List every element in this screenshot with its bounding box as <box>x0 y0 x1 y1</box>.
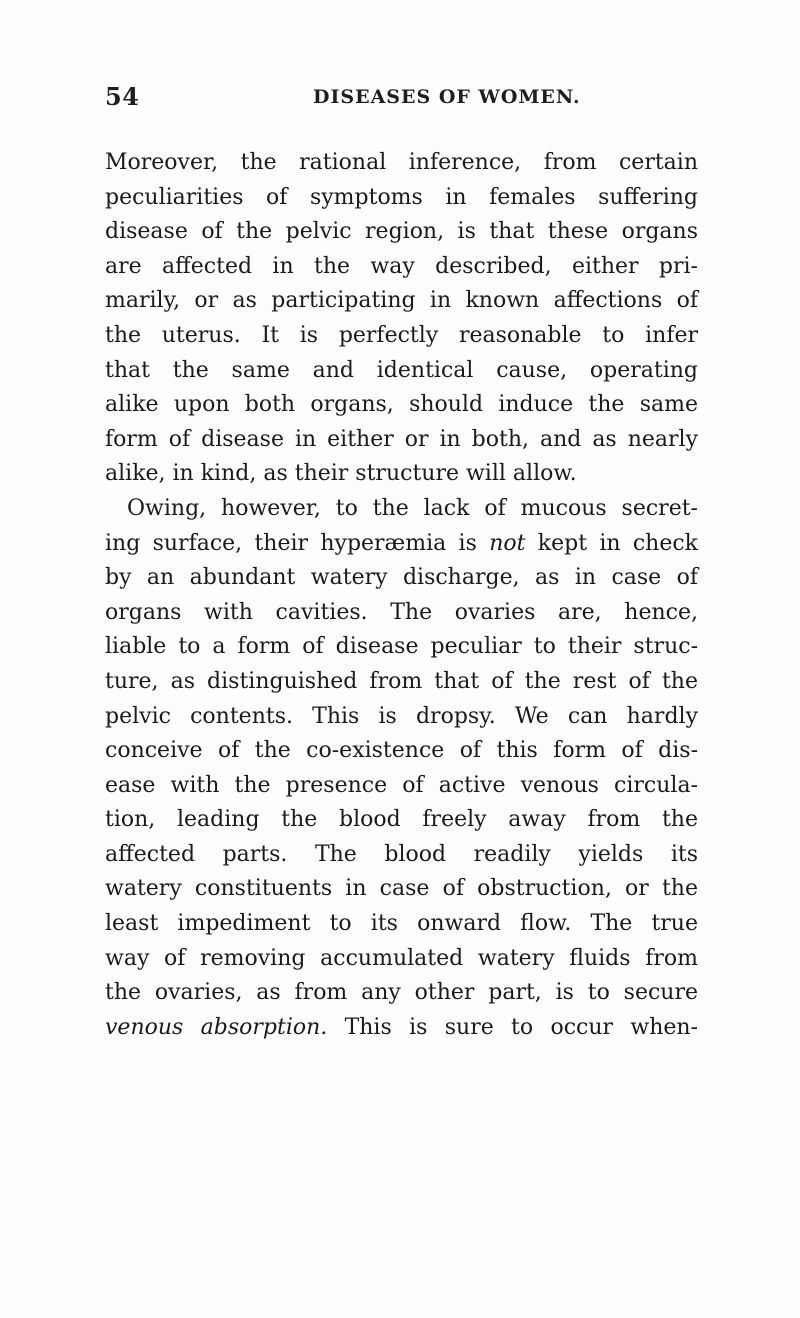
running-title: DISEASES OF WOMEN. <box>313 86 581 108</box>
italic-text: not <box>489 530 526 556</box>
text-line: disease of the pelvic region, is that these organs <box>105 219 698 245</box>
text-line: way of removing accumulated watery fluids from <box>105 945 698 971</box>
italic-text: venous absorption. <box>105 1014 328 1040</box>
text-line: by an abundant watery discharge, as in case of <box>105 565 698 591</box>
body-text <box>105 146 698 1045</box>
text-line: watery constituents in case of obstruction, or the <box>105 876 698 902</box>
text-line: form of disease in either or in both, and as nearly <box>105 426 698 452</box>
text-line: the uterus. It is perfectly reasonable to infer <box>105 322 698 348</box>
text-line: alike, in kind, as their structure will allow. <box>105 461 577 487</box>
text-fragment: This is sure to occur when- <box>327 1014 698 1040</box>
text-line <box>105 1011 698 1046</box>
text-fragment: Owing, however, to the lack of mucous secret- <box>127 495 698 521</box>
page-number: 54 <box>105 82 140 111</box>
text-line: that the same and identical cause, operating <box>105 357 698 383</box>
page-header <box>105 82 698 116</box>
text-line: least impediment to its onward flow. The true <box>105 911 698 937</box>
text-fragment: ing surface, their hyperæmia is <box>105 530 490 556</box>
text-line: affected parts. The blood readily yields its <box>105 841 698 867</box>
text-fragment: kept in check <box>525 530 698 556</box>
text-line: organs with cavities. The ovaries are, hence, <box>105 599 698 625</box>
text-line: ease with the presence of active venous circula- <box>105 772 698 798</box>
text-line: pelvic contents. This is dropsy. We can hardly <box>105 703 698 729</box>
text-line <box>105 527 698 562</box>
text-line: Moreover, the rational inference, from certain <box>105 150 698 175</box>
text-line: conceive of the co-existence of this form of dis- <box>105 738 698 764</box>
text-line: ture, as distinguished from that of the rest of the <box>105 668 698 694</box>
text-line: peculiarities of symptoms in females suffering <box>105 184 698 210</box>
text-line: alike upon both organs, should induce the same <box>105 392 698 418</box>
text-line: tion, leading the blood freely away from the <box>105 807 698 833</box>
text-line: marily, or as participating in known affections of <box>105 288 698 314</box>
text-line: the ovaries, as from any other part, is to secure <box>105 980 698 1006</box>
text-line: are affected in the way described, either pri- <box>105 253 698 279</box>
text-line-indented <box>105 492 698 527</box>
text-line: liable to a form of disease peculiar to their struc- <box>105 634 698 660</box>
